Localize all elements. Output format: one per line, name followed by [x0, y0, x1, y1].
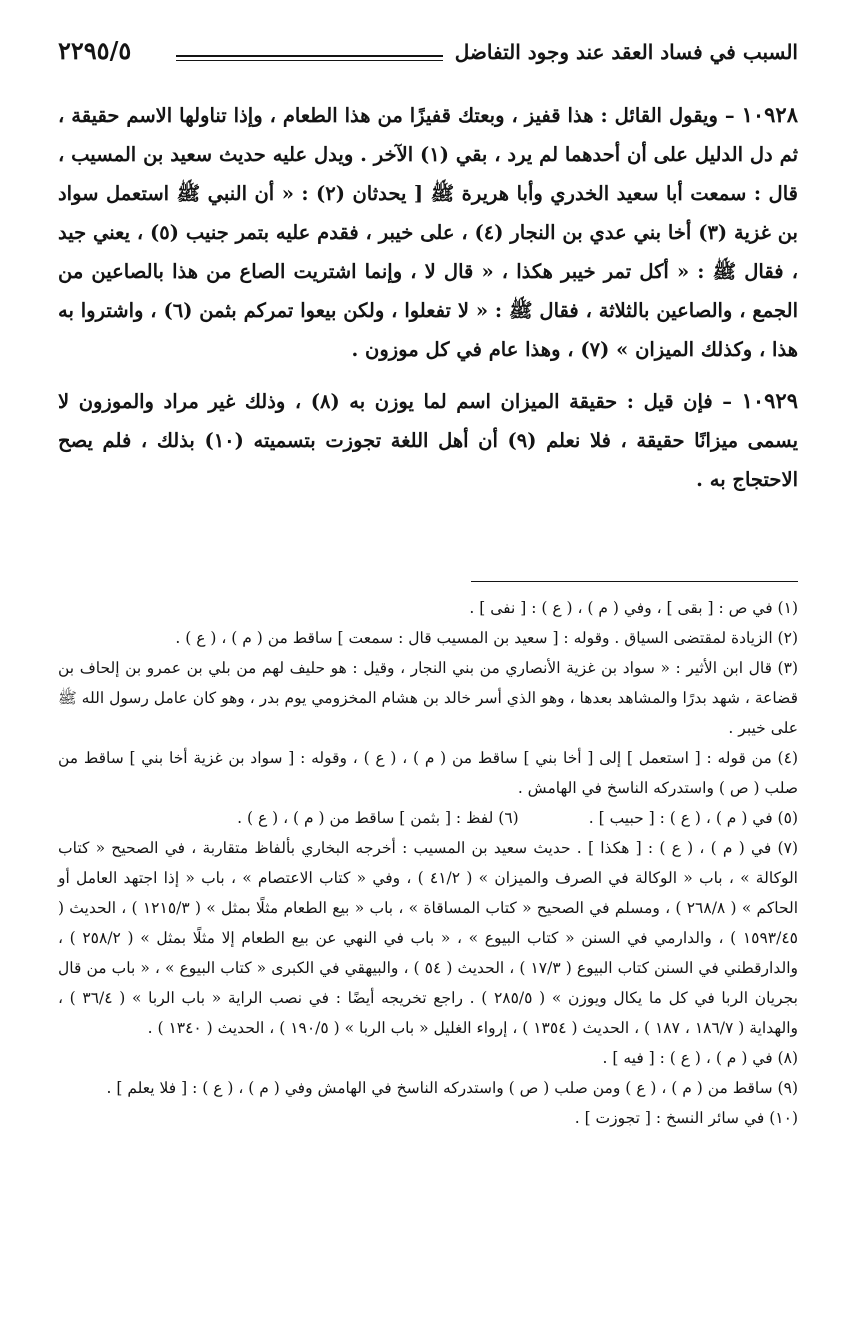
footnote-8: (٨) في ( م ) ، ( ع ) : [ فيه ] .: [602, 1049, 798, 1067]
running-header: [58, 34, 798, 74]
footnote-3: (٣) قال ابن الأثير : « سواد بن غزية الأنصاري من بني النجار ، وقيل : هو حليف لهم من بلي بن عمرو بن إلحاف بن قضاعة ، شهد بدرًا والمشاهد بعدها ، وهو الذي أسر خالد بن هشام المخزومي يوم بدر ، وهو كان عامل رسول الله ﷺ على خيبر .: [58, 659, 798, 737]
footnote-10: (١٠) في سائر النسخ : [ تجوزت ] .: [574, 1109, 798, 1127]
chapter-title: السبب في فساد العقد عند وجود التفاضل: [454, 40, 798, 64]
footnote-4: (٤) من قوله : [ استعمل ] إلى [ أخا بني ] ساقط من ( م ) ، ( ع ) ، وقوله : [ سواد بن غزية أخا بني ] ساقط من صلب ( ص ) واستدركه الناسخ في الهامش .: [58, 749, 798, 797]
paragraph-10928: [58, 95, 798, 369]
footnote-7: (٧) في ( م ) ، ( ع ) : [ هكذا ] . حديث سعيد بن المسيب : أخرجه البخاري بألفاظ متقاربة ، في الصحيح « كتاب الوكالة » ، باب « الوكالة في الصرف والميزان » ( ٤١/٢ ) ، وفي « كتاب الاعتصام » ، باب « إذا اجتهد العامل أو الحاكم » ( ٢٦٨/٨ ) ، ومسلم في الصحيح « كتاب المساقاة » ، باب « بيع الطعام مثلًا بمثل » ( ١٢١٥/٣ ) ، الحديث ( ١٥٩٣/٤٥ ) ، والدارمي في السنن « كتاب البيوع » ، « باب في النهي عن بيع الطعام إلا مثلًا بمثل » ( ٢٥٨/٢ ) ، والدارقطني في السنن كتاب البيوع ( ١٧/٣ ) ، الحديث ( ٥٤ ) ، والبيهقي في الكبرى « كتاب البيوع » ، « باب من قال بجريان الربا في كل ما يكال ويوزن » ( ٢٨٥/٥ ) . راجع تخريجه أيضًا : في نصب الراية « باب الربا » ( ٣٦/٤ ) ، والهداية ( ١٨٦/٧ ، ١٨٧ ) ، الحديث ( ١٣٥٤ ) ، إرواء الغليل « باب الربا » ( ١٩٠/٥ ) ، الحديث ( ١٣٤٠ ) .: [58, 839, 799, 1037]
footnote-6: (٦) لفظ : [ بثمن ] ساقط من ( م ) ، ( ع ) .: [237, 809, 519, 827]
paragraph-number: ١٠٩٢٨: [741, 102, 798, 127]
header-rule: [176, 55, 443, 57]
footnote-9: (٩) ساقط من ( م ) ، ( ع ) ومن صلب ( ص ) واستدركه الناسخ في الهامش وفي ( م ) ، ( ع ) : [ فلا يعلم ] .: [106, 1079, 798, 1097]
footnote-separator: [471, 581, 798, 582]
paragraph-10929: [58, 381, 798, 499]
footnotes: [58, 593, 798, 1133]
footnote-1: (١) في ص : [ بقى ] ، وفي ( م ) ، ( ع ) : [ نفى ] .: [469, 599, 798, 617]
footnote-5: (٥) في ( م ) ، ( ع ) : [ حبيب ] .: [588, 809, 798, 827]
paragraph-text: – فإن قيل : حقيقة الميزان اسم لما يوزن به (٨) ، وذلك غير مراد والموزون لا يسمى ميزانًا حقيقة ، فلا نعلم (٩) أن أهل اللغة تجوزت بتسميته (١٠) بذلك ، فلم يصح الاحتجاج به .: [58, 390, 799, 491]
page-number: ٢٢٩٥/٥: [58, 36, 132, 65]
footnote-2: (٢) الزيادة لمقتضى السياق . وقوله : [ سعيد بن المسيب قال : سمعت ] ساقط من ( م ) ، ( ع ) .: [175, 629, 798, 647]
footnotes-5-6: [58, 803, 798, 833]
paragraph-number: ١٠٩٢٩: [741, 388, 798, 413]
main-text: [58, 95, 798, 511]
paragraph-text: – ويقول القائل : هذا قفيز ، وبعتك قفيزًا من هذا الطعام ، وإذا تناولها الاسم حقيقة ، ثم دل الدليل على أن أحدهما لم يرد ، بقي (١) الآخر . ويدل عليه حديث سعيد بن المسيب ، قال : سمعت أبا سعيد الخدري وأبا هريرة ﷺ [ يحدثان (٢) : « أن النبي ﷺ استعمل سواد بن غزية (٣) أخا بني عدي بن النجار (٤) ، على خيبر ، فقدم عليه بتمر جنيب (٥) ، يعني جيد ، فقال ﷺ : « أكل تمر خيبر هكذا ، « قال لا ، وإنما اشتريت الصاع من هذا بالصاعين من الجمع ، والصاعين بالثلاثة ، فقال ﷺ : « لا تفعلوا ، ولكن بيعوا تمركم بثمن (٦) ، واشتروا به هذا ، وكذلك الميزان » (٧) ، وهذا عام في كل موزون .: [58, 104, 798, 361]
